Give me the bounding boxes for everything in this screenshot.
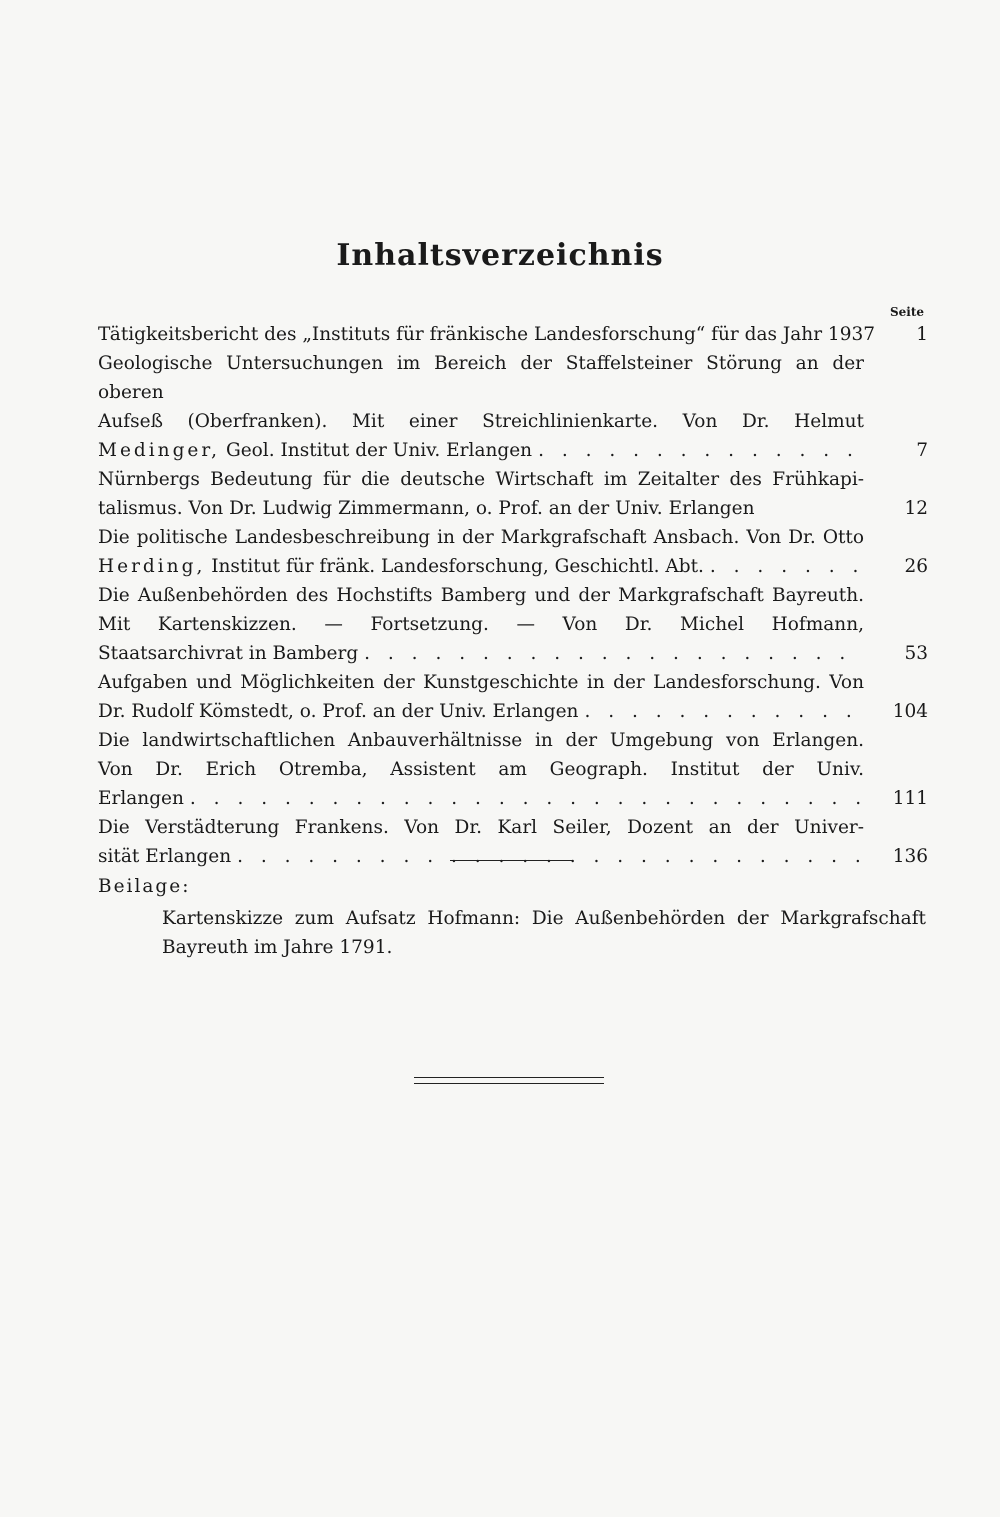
toc-entry — [98, 581, 928, 668]
toc-page-number: 7 — [916, 440, 928, 461]
toc-entry-line: Geologische Untersuchungen im Bereich der Staffelsteiner Störung an der oberen — [98, 353, 864, 403]
toc-entry-last-text — [98, 784, 184, 813]
toc-entry-last-line — [98, 639, 864, 668]
toc-entry-last-line — [98, 494, 864, 523]
dot-leader — [237, 842, 860, 871]
dot-leader — [364, 639, 860, 668]
toc-entry-last-line — [98, 784, 864, 813]
toc-entry-line: Mit Kartenskizzen. — Fortsetzung. — Von Dr. Michel Hofmann, — [98, 614, 864, 635]
toc-entry-author: Herding, — [98, 556, 206, 577]
toc-entry-line: Aufgaben und Möglichkeiten der Kunstgeschichte in der Landesforschung. Von — [98, 672, 864, 693]
toc-entry-line: Von Dr. Erich Otremba, Assistent am Geograph. Institut der Univ. — [98, 759, 864, 780]
toc-entry-line: Die landwirtschaftlichen Anbauverhältnisse in der Umgebung von Erlangen. — [98, 730, 864, 751]
toc-entry — [98, 465, 928, 523]
dot-leader — [710, 552, 860, 581]
table-of-contents — [98, 320, 928, 871]
dot-leader — [584, 697, 860, 726]
toc-entry — [98, 320, 928, 349]
toc-entry-line: Aufseß (Oberfranken). Mit einer Streichlinienkarte. Von Dr. Helmut — [98, 411, 864, 432]
toc-entry-last-text-part: sität Erlangen — [98, 846, 232, 867]
toc-entry-last-text — [98, 639, 358, 668]
toc-entry — [98, 668, 928, 726]
toc-entry-last-text — [98, 697, 578, 726]
section-divider — [450, 860, 572, 861]
toc-entry-last-text — [98, 552, 704, 581]
toc-page-number: 111 — [892, 788, 928, 809]
toc-entry-last-line — [98, 697, 864, 726]
dot-leader — [538, 436, 860, 465]
toc-entry-author: Medinger, — [98, 440, 221, 461]
toc-entry-last-text — [98, 320, 875, 349]
toc-page-number: 136 — [892, 846, 928, 867]
toc-entry-last-text — [98, 494, 754, 523]
toc-entry-last-line — [98, 552, 864, 581]
toc-page-number: 26 — [904, 556, 928, 577]
toc-entry-last-text-part: talismus. Von Dr. Ludwig Zimmermann, o. Prof. an der Univ. Erlangen — [98, 498, 755, 519]
toc-entry-last-text-part: Institut für fränk. Landesforschung, Geschichtl. Abt. — [205, 556, 704, 577]
toc-entry-line: Die politische Landesbeschreibung in der Markgrafschaft Ansbach. Von Dr. Otto — [98, 527, 864, 548]
page-column-label: Seite — [889, 305, 924, 319]
dot-leader — [190, 784, 860, 813]
toc-entry — [98, 813, 928, 871]
toc-entry-line: Die Außenbehörden des Hochstifts Bamberg und der Markgrafschaft Bayreuth. — [98, 585, 864, 606]
toc-entry-last-text — [98, 842, 231, 871]
toc-entry-last-line — [98, 842, 864, 871]
toc-entry-line: Die Verstädterung Frankens. Von Dr. Karl Seiler, Dozent an der Univer- — [98, 817, 864, 838]
appendix-label: Beilage: — [98, 876, 191, 897]
toc-page-number: 12 — [904, 498, 928, 519]
toc-page-number: 53 — [904, 643, 928, 664]
toc-page-number: 104 — [892, 701, 928, 722]
toc-entry-last-text-part: Tätigkeitsbericht des „Instituts für fränkische Landesforschung“ für das Jahr 1937 — [98, 324, 876, 345]
toc-entry — [98, 726, 928, 813]
page-title: Inhaltsverzeichnis — [336, 238, 664, 273]
toc-entry-last-text-part: Geol. Institut der Univ. Erlangen — [220, 440, 533, 461]
toc-entry-last-text-part: Staatsarchivrat in Bamberg — [98, 643, 359, 664]
toc-entry-last-line — [98, 436, 864, 465]
appendix-text: Kartenskizze zum Aufsatz Hofmann: Die Außenbehörden der Markgrafschaft Bayreuth im Jahre 1791. — [162, 908, 926, 958]
toc-page-number: 1 — [916, 324, 928, 345]
toc-entry-last-text-part: Erlangen — [98, 788, 184, 809]
toc-entry-last-text — [98, 436, 532, 465]
toc-entry-line: Nürnbergs Bedeutung für die deutsche Wirtschaft im Zeitalter des Frühkapi- — [98, 469, 864, 490]
toc-entry — [98, 349, 928, 465]
end-double-rule — [414, 1077, 604, 1084]
toc-entry — [98, 523, 928, 581]
toc-entry-last-text-part: Dr. Rudolf Kömstedt, o. Prof. an der Univ. Erlangen — [98, 701, 579, 722]
toc-entry-last-line — [98, 320, 876, 349]
